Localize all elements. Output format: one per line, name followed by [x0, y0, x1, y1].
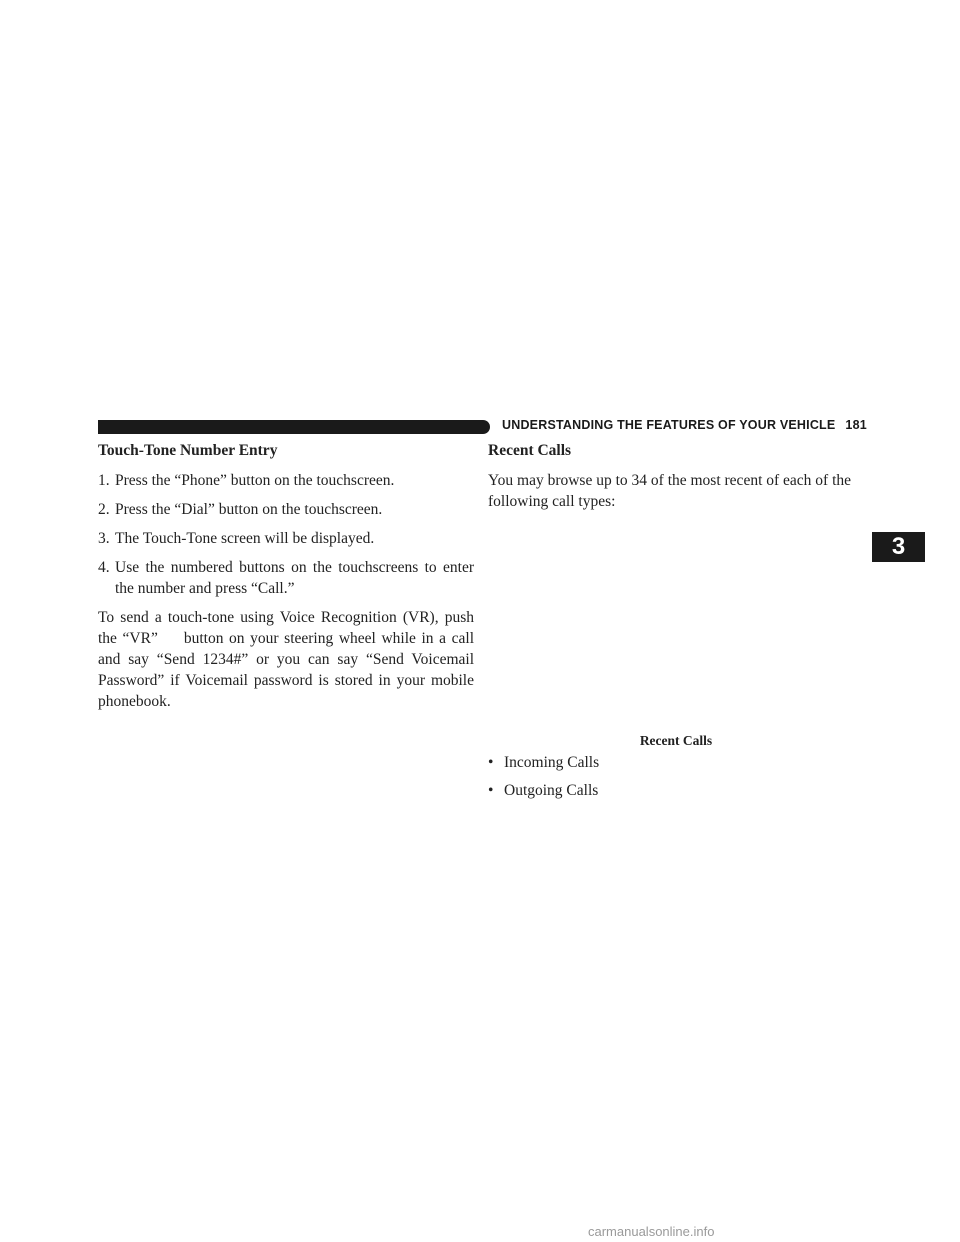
- left-column: [98, 440, 474, 712]
- section-heading-touch-tone: Touch-Tone Number Entry: [98, 442, 278, 459]
- bullet-icon: •: [488, 754, 494, 771]
- header-title: UNDERSTANDING THE FEATURES OF YOUR VEHICLE: [502, 418, 836, 432]
- bullet-icon: •: [488, 782, 494, 799]
- section-heading-recent-calls: Recent Calls: [488, 442, 572, 459]
- recent-calls-figure: [488, 522, 864, 728]
- recent-calls-intro: You may browse up to 34 of the most recent of each of the following call types:: [488, 472, 852, 510]
- chapter-tab: 3: [872, 532, 925, 562]
- step-item: 1. Press the “Phone” button on the touchscreen.: [98, 472, 395, 489]
- list-item: • Outgoing Calls: [488, 782, 599, 799]
- header-rule: [98, 420, 490, 434]
- step-item: 2. Press the “Dial” button on the touchscreen.: [98, 501, 383, 518]
- page-number: 181: [845, 418, 867, 432]
- step-item: 3. The Touch-Tone screen will be displayed.: [98, 530, 375, 547]
- figure-caption: Recent Calls: [639, 733, 713, 748]
- running-header: [502, 418, 867, 432]
- list-item: • Incoming Calls: [488, 754, 600, 771]
- call-types-list: [488, 752, 864, 808]
- right-column: [488, 440, 866, 512]
- vr-paragraph: To send a touch-tone using Voice Recognition (VR), push the “VR” button on your steering wheel while in a call and say “Send 1234#” or you can say “Send Voicemail Password” if Voicemail password is stored in your mobile phonebook.: [98, 609, 475, 710]
- watermark: carmanualsonline.info: [588, 1224, 715, 1239]
- step-item: 4. Use the numbered buttons on the touchscreens to enter the number and press “Call.”: [98, 559, 474, 597]
